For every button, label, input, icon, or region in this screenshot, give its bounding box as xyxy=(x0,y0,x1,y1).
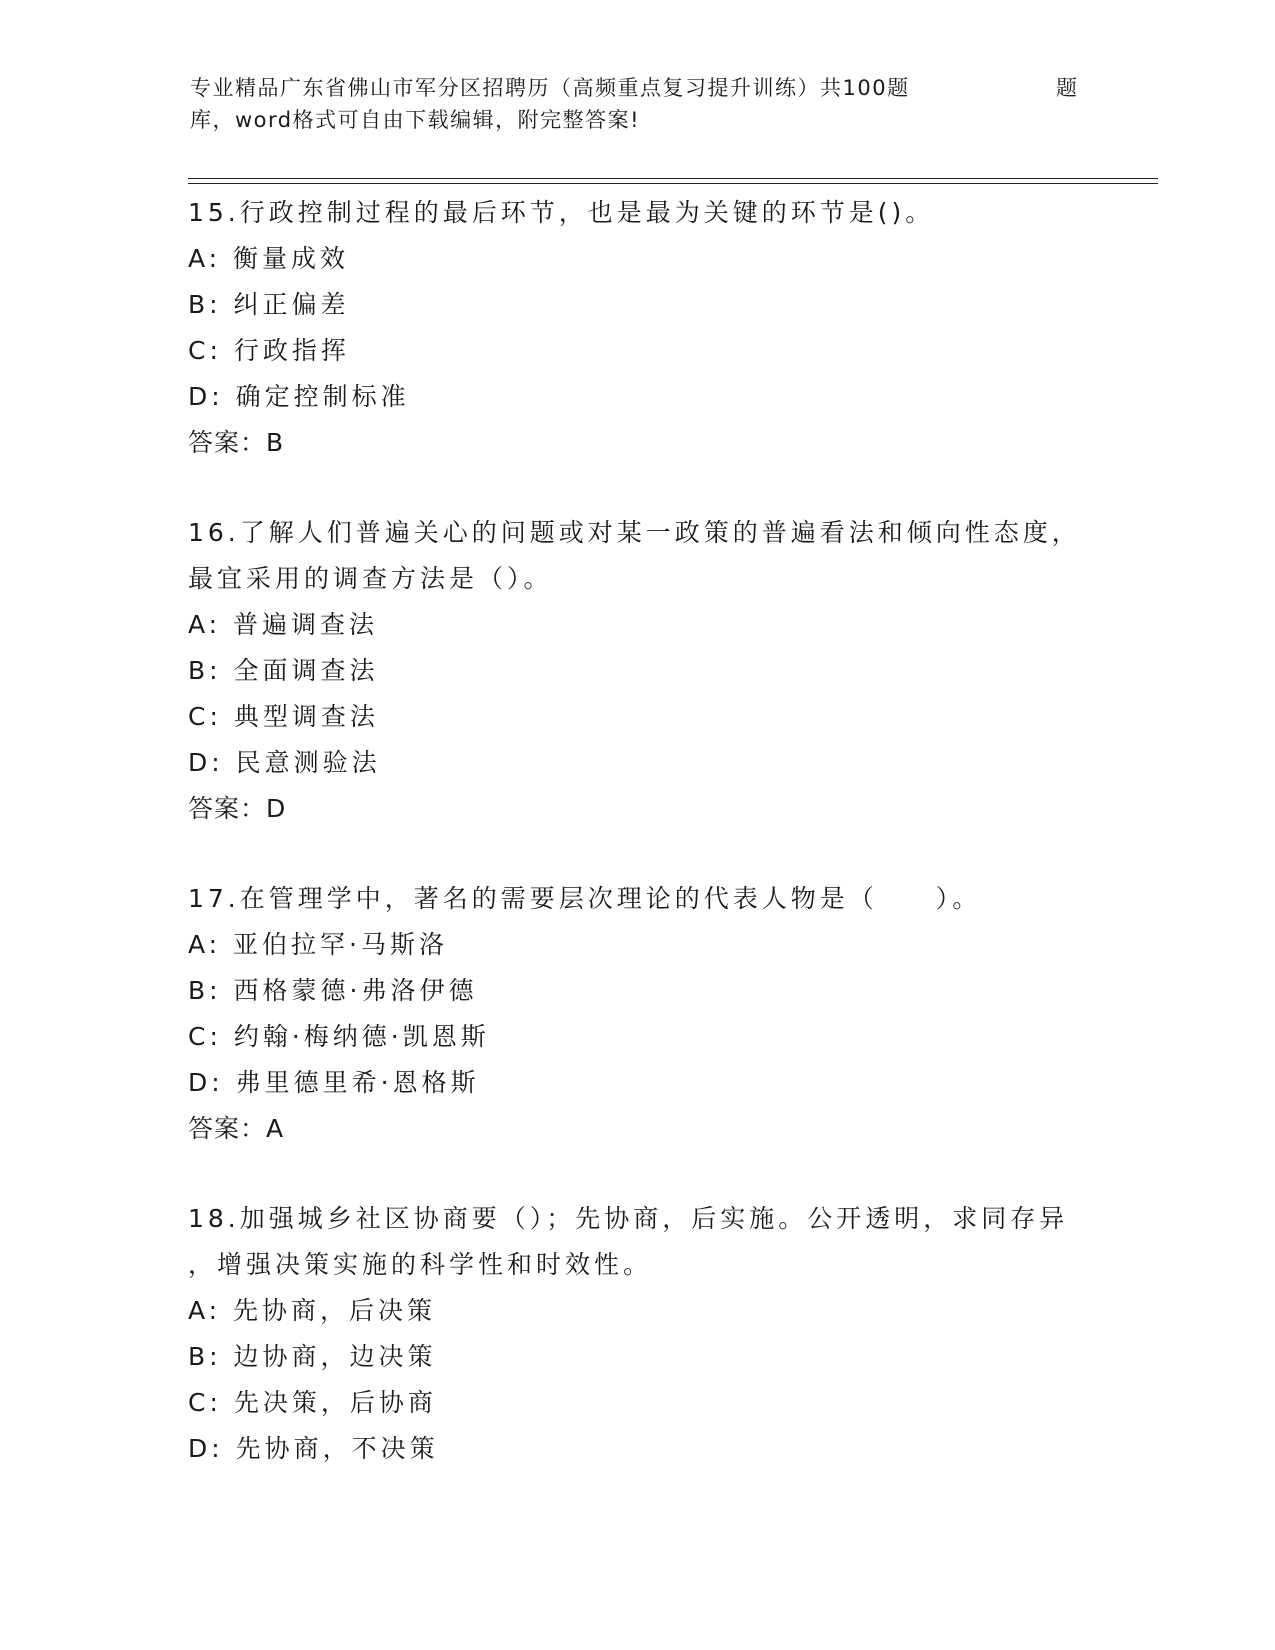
question-18 xyxy=(188,1196,1088,1472)
question-17 xyxy=(188,876,1088,1152)
option-a: A: 先协商，后决策 xyxy=(188,1296,437,1325)
header-divider-bottom xyxy=(188,183,1158,184)
option-b: B: 纠正偏差 xyxy=(188,290,350,319)
question-stem-continued: ，增强决策实施的科学性和时效性。 xyxy=(188,1250,653,1279)
option-c: C: 行政指挥 xyxy=(188,336,350,365)
option-c: C: 典型调查法 xyxy=(188,702,379,731)
option-c: C: 先决策，后协商 xyxy=(188,1388,437,1417)
document-header xyxy=(190,72,1090,136)
question-stem: 15.行政控制过程的最后环节，也是最为关键的环节是()。 xyxy=(188,198,935,227)
option-d: D: 先协商，不决策 xyxy=(188,1434,439,1463)
option-a: A: 亚伯拉罕·马斯洛 xyxy=(188,930,448,959)
option-b: B: 边协商，边决策 xyxy=(188,1342,437,1371)
header-title: 专业精品广东省佛山市军分区招聘历（高频重点复习提升训练）共100题 xyxy=(190,76,910,100)
question-stem: 16.了解人们普遍关心的问题或对某一政策的普遍看法和倾向性态度， xyxy=(188,518,1081,547)
option-d: D: 民意测验法 xyxy=(188,748,381,777)
option-a: A: 普遍调查法 xyxy=(188,610,379,639)
answer-label: 答案：D xyxy=(188,794,287,823)
option-a: A: 衡量成效 xyxy=(188,244,350,273)
header-title-tail: 题 xyxy=(1056,76,1079,100)
answer-label: 答案：B xyxy=(188,428,285,457)
question-15 xyxy=(188,190,1088,466)
question-stem-continued: 最宜采用的调查方法是（）。 xyxy=(188,564,553,593)
question-16 xyxy=(188,510,1088,832)
question-list xyxy=(188,190,1088,1516)
option-b: B: 西格蒙德·弗洛伊德 xyxy=(188,976,478,1005)
header-divider-top xyxy=(188,178,1158,179)
header-line-2: 库，word格式可自由下载编辑，附完整答案! xyxy=(190,108,641,132)
question-stem: 18.加强城乡社区协商要（）；先协商，后实施。公开透明，求同存异 xyxy=(188,1204,1069,1233)
option-c: C: 约翰·梅纳德·凯恩斯 xyxy=(188,1022,490,1051)
header-line-1 xyxy=(190,72,1090,104)
option-d: D: 确定控制标准 xyxy=(188,382,410,411)
question-stem: 17.在管理学中，著名的需要层次理论的代表人物是（ ）。 xyxy=(188,884,982,913)
option-d: D: 弗里德里希·恩格斯 xyxy=(188,1068,480,1097)
option-b: B: 全面调查法 xyxy=(188,656,379,685)
answer-label: 答案：A xyxy=(188,1114,285,1143)
